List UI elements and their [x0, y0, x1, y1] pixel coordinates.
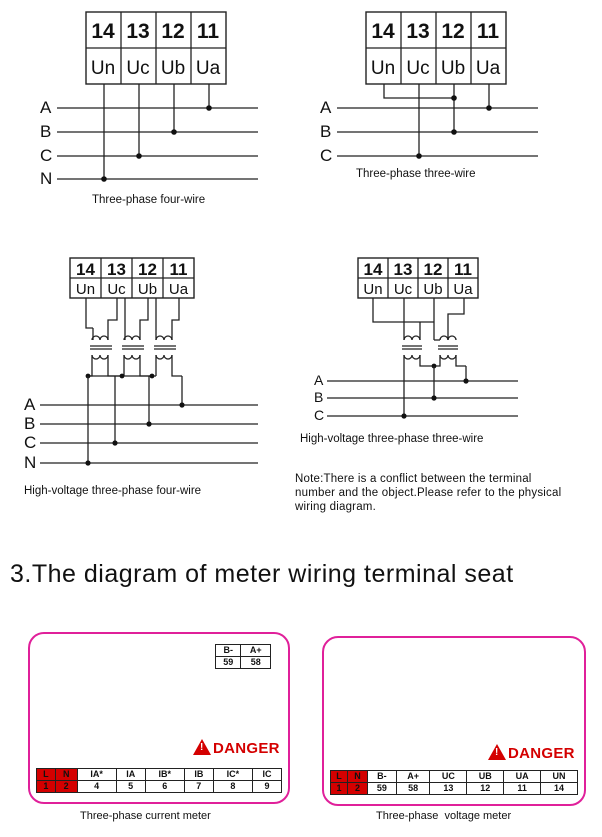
danger-label: DANGER — [508, 745, 575, 762]
terminal-number: 2 — [55, 781, 77, 793]
terminal-number: 4 — [77, 781, 116, 793]
transformer-icons — [373, 298, 466, 368]
terminal-label: Un — [75, 281, 96, 298]
phase-label: A — [40, 98, 52, 117]
terminal-number: 13 — [107, 260, 126, 279]
terminal-label: IB* — [145, 769, 184, 781]
transformer-icons — [86, 298, 182, 378]
terminal-number: 14 — [371, 20, 395, 43]
terminal-number: 14 — [541, 783, 578, 795]
terminal-block — [366, 12, 506, 84]
terminal-strip — [330, 770, 578, 795]
terminal-label: Ub — [137, 281, 158, 298]
terminal-label: Un — [90, 58, 116, 79]
danger-label: DANGER — [213, 740, 280, 757]
terminal-number: 11 — [454, 260, 472, 279]
current-meter-panel — [28, 632, 290, 804]
terminal-label: IC — [252, 769, 281, 781]
note-text: Note:There is a conflict between the terminal number and the object.Please refer to the physical wiring diagram. — [295, 473, 562, 513]
terminal-label: Ua — [453, 281, 473, 298]
phase-label: C — [24, 433, 37, 452]
terminal-number: 8 — [213, 781, 252, 793]
danger-warning — [488, 744, 575, 762]
terminal-number: 59 — [216, 657, 241, 669]
phase-label: C — [314, 407, 325, 423]
terminal-number: 9 — [252, 781, 281, 793]
terminal-label: N — [348, 771, 368, 783]
terminal-label: Ua — [168, 281, 189, 298]
terminal-number: 5 — [116, 781, 145, 793]
terminal-number: 13 — [126, 20, 150, 43]
terminal-label: A+ — [241, 645, 271, 657]
terminal-number: 1 — [37, 781, 56, 793]
terminal-block — [70, 258, 194, 298]
phase-label: B — [24, 414, 36, 433]
terminal-label: B- — [216, 645, 241, 657]
terminal-number: 13 — [406, 20, 430, 43]
voltage-meter-panel — [322, 636, 586, 806]
terminal-number: 13 — [430, 783, 467, 795]
warning-icon — [488, 744, 506, 760]
terminal-label: L — [37, 769, 56, 781]
terminal-label: IA — [116, 769, 145, 781]
terminal-number: 6 — [145, 781, 184, 793]
phase-label: B — [320, 122, 332, 141]
terminal-label: Uc — [393, 281, 413, 298]
diagram-high-voltage-four-wire — [24, 258, 258, 497]
terminal-number: 1 — [331, 783, 348, 795]
diagram-high-voltage-three-wire — [300, 258, 518, 445]
terminal-label: B- — [367, 771, 396, 783]
terminal-number: 12 — [423, 260, 443, 279]
terminal-number: 11 — [476, 20, 500, 43]
phase-label: A — [320, 98, 332, 117]
terminal-label: UB — [467, 771, 504, 783]
phase-label: A — [314, 372, 324, 388]
panel-caption: Three-phase current meter — [80, 810, 211, 822]
terminal-label: Ub — [160, 58, 186, 79]
terminal-number: 12 — [138, 260, 157, 279]
terminal-label: IC* — [213, 769, 252, 781]
terminal-label: Un — [370, 58, 396, 79]
terminal-number: 12 — [441, 20, 465, 43]
terminal-label: Ub — [423, 281, 443, 298]
terminal-label: UC — [430, 771, 467, 783]
section-heading: 3.The diagram of meter wiring terminal seat — [10, 560, 514, 588]
terminal-number: 11 — [196, 20, 220, 43]
terminal-number: 14 — [76, 260, 95, 279]
phase-label: C — [320, 146, 333, 165]
terminal-block — [86, 12, 226, 84]
terminal-label: A+ — [396, 771, 430, 783]
terminal-label: Uc — [107, 281, 126, 298]
phase-label: C — [40, 146, 53, 165]
terminal-number: 14 — [91, 20, 115, 43]
terminal-label: Uc — [126, 58, 150, 79]
terminal-label: N — [55, 769, 77, 781]
diagram-caption: High-voltage three-phase four-wire — [24, 485, 202, 497]
terminal-label: UA — [504, 771, 541, 783]
terminal-label: IA* — [77, 769, 116, 781]
phase-label: N — [40, 169, 53, 188]
terminal-number: 7 — [184, 781, 213, 793]
phase-label: N — [24, 453, 37, 472]
diagram-three-phase-four-wire — [40, 12, 258, 206]
phase-label: B — [314, 389, 324, 405]
warning-icon — [193, 739, 211, 755]
diagram-caption: Three-phase three-wire — [356, 168, 476, 180]
diagram-three-phase-three-wire — [320, 12, 538, 180]
terminal-label: Ua — [475, 58, 501, 79]
danger-warning — [193, 739, 280, 757]
terminal-number: 11 — [504, 783, 541, 795]
diagram-caption: Three-phase four-wire — [92, 194, 206, 206]
terminal-number: 2 — [348, 783, 368, 795]
terminal-label: Ua — [195, 58, 221, 79]
terminal-label: L — [331, 771, 348, 783]
terminal-number: 11 — [169, 260, 188, 279]
terminal-number: 12 — [161, 20, 185, 43]
terminal-block — [358, 258, 478, 298]
terminal-number: 14 — [363, 260, 383, 279]
terminal-label: Uc — [406, 58, 430, 79]
diagram-caption: High-voltage three-phase three-wire — [300, 433, 484, 445]
terminal-label: Ub — [440, 58, 466, 79]
terminal-number: 59 — [367, 783, 396, 795]
terminal-number: 12 — [467, 783, 504, 795]
phase-label: A — [24, 395, 36, 414]
terminal-label: IB — [184, 769, 213, 781]
panel-caption: Three-phase voltage meter — [376, 810, 512, 822]
phase-label: B — [40, 122, 52, 141]
terminal-label: UN — [541, 771, 578, 783]
terminal-number: 58 — [396, 783, 430, 795]
terminal-number: 58 — [241, 657, 271, 669]
terminal-label: Un — [363, 281, 383, 298]
terminal-number: 13 — [393, 260, 413, 279]
comm-terminal-block — [215, 644, 271, 669]
terminal-strip — [36, 768, 282, 793]
